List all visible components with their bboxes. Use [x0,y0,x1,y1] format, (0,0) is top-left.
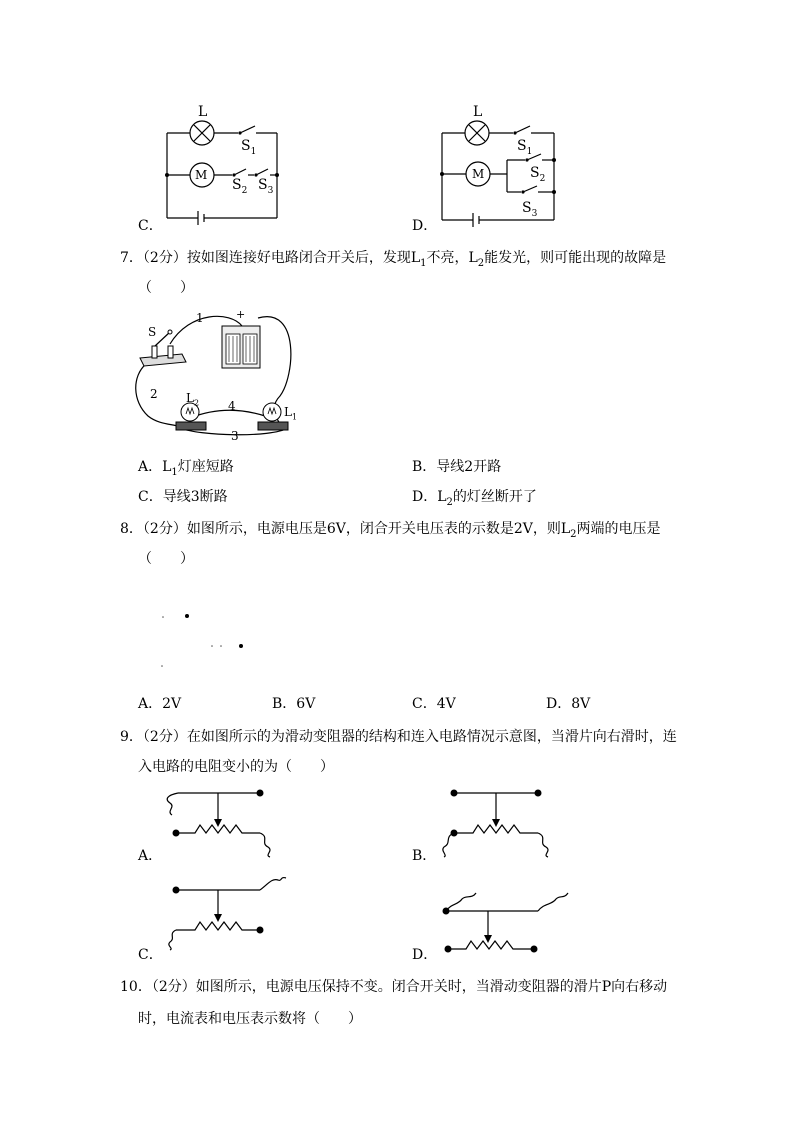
q7-l1-label [284,402,297,427]
s3-letter-d: S [522,200,532,216]
q8-option-c[interactable]: C．4V [412,696,456,712]
q10-stem-line1: 10．（2分）如图所示，电源电压保持不变。闭合开关时，当滑动变阻器的滑片P向右移动 [120,979,668,995]
circuit-figure-c [160,100,290,225]
q7-wire2-label: 2 [150,387,158,401]
s1-label-c [241,136,256,162]
s3-sub-c: 3 [267,185,274,196]
q7-l1-letter: L [284,405,292,419]
s2-letter-d: S [530,165,540,181]
q7-option-a[interactable] [138,457,234,483]
q7-stem-part1: 7．（2分）按如图连接好电路闭合开关后，发现L [120,250,421,266]
q7-switch-label: S [148,325,157,339]
s1-label-d [517,136,532,162]
q8-figure-remnants [150,600,260,680]
q8-stem-sub: 2 [570,528,577,540]
s3-letter-c: S [258,177,268,193]
q7-wire3-label: 3 [231,429,239,443]
s1-sub-c: 1 [250,146,257,157]
q7-stem-sub1: 1 [420,257,427,269]
s1-sub-d: 1 [526,146,533,157]
q7-stem-sub2: 2 [477,257,485,269]
rheostat-figure-d [438,885,568,965]
s2-label-d [530,163,545,189]
s3-label-c [258,175,273,201]
lamp-label-d: L [473,104,483,120]
q7-stem-part2: 不亮，L [426,250,478,266]
q9-stem-line2: 入电路的电阻变小的为（ ） [138,759,334,775]
q10-stem-line2: 时，电流表和电压表示数将（ ） [138,1011,362,1027]
lamp-label-c: L [198,104,208,120]
q8-stem-part2: 两端的电压是 [576,521,661,537]
q7-stem-part3: 能发光，则可能出现的故障是 [484,250,667,266]
s3-sub-d: 3 [531,208,538,219]
motor-label-c: M [195,168,208,182]
q8-stem-line2: （ ） [138,551,194,567]
q7-option-d-post: 的灯丝断开了 [452,489,537,505]
s2-letter-c: S [232,177,242,193]
q8-option-d[interactable]: D．8V [546,696,591,712]
q7-option-c[interactable]: C．导线3断路 [138,489,228,505]
q7-stem-line2: （ ） [138,280,194,296]
q8-option-b[interactable]: B．6V [272,696,316,712]
rheostat-figure-a [160,785,285,865]
q9-label-a[interactable]: A． [138,848,163,864]
q7-wire4-label: 4 [228,399,236,413]
s1-letter-d: S [517,138,527,154]
q8-stem-part1: 8．（2分）如图所示，电源电压是6V，闭合开关电压表的示数是2V，则L [120,521,571,537]
q7-option-a-post: 灯座短路 [177,459,234,475]
s2-label-c [232,175,247,201]
q9-stem-line1: 9．（2分）在如图所示的为滑动变阻器的结构和连入电路情况示意图，当滑片向右滑时，连 [120,729,677,745]
option-label-d: D． [412,218,438,234]
rheostat-figure-c [160,872,285,952]
q7-l2-sub: 2 [193,398,200,408]
q7-plus-label: + [236,308,246,321]
s2-sub-c: 2 [241,185,248,196]
q7-option-a-sub: 1 [171,466,178,478]
q7-l2-letter: L [186,391,194,405]
s1-letter-c: S [241,138,251,154]
q7-option-a-pre: A．L [138,459,172,475]
q7-option-d[interactable] [412,487,537,513]
rheostat-figure-b [438,785,563,865]
option-label-c: C． [138,218,163,234]
q7-option-d-sub: 2 [446,496,453,508]
q8-stem-line1 [120,519,661,545]
s2-sub-d: 2 [539,173,546,184]
q7-option-b[interactable]: B．导线2开路 [412,459,502,475]
q7-l1-sub: 1 [291,412,298,422]
circuit-figure-d [437,100,567,225]
motor-label-d: M [472,167,485,181]
q9-label-d[interactable]: D． [412,947,438,963]
s3-label-d [522,198,537,224]
q9-label-c[interactable]: C． [138,947,163,963]
q8-option-a[interactable]: A．2V [138,696,182,712]
q7-l2-label [186,388,199,413]
q7-wire1-label: 1 [196,311,204,325]
q7-option-d-pre: D．L [412,489,447,505]
q9-label-b[interactable]: B． [412,848,437,864]
q7-stem-line1 [120,248,666,274]
